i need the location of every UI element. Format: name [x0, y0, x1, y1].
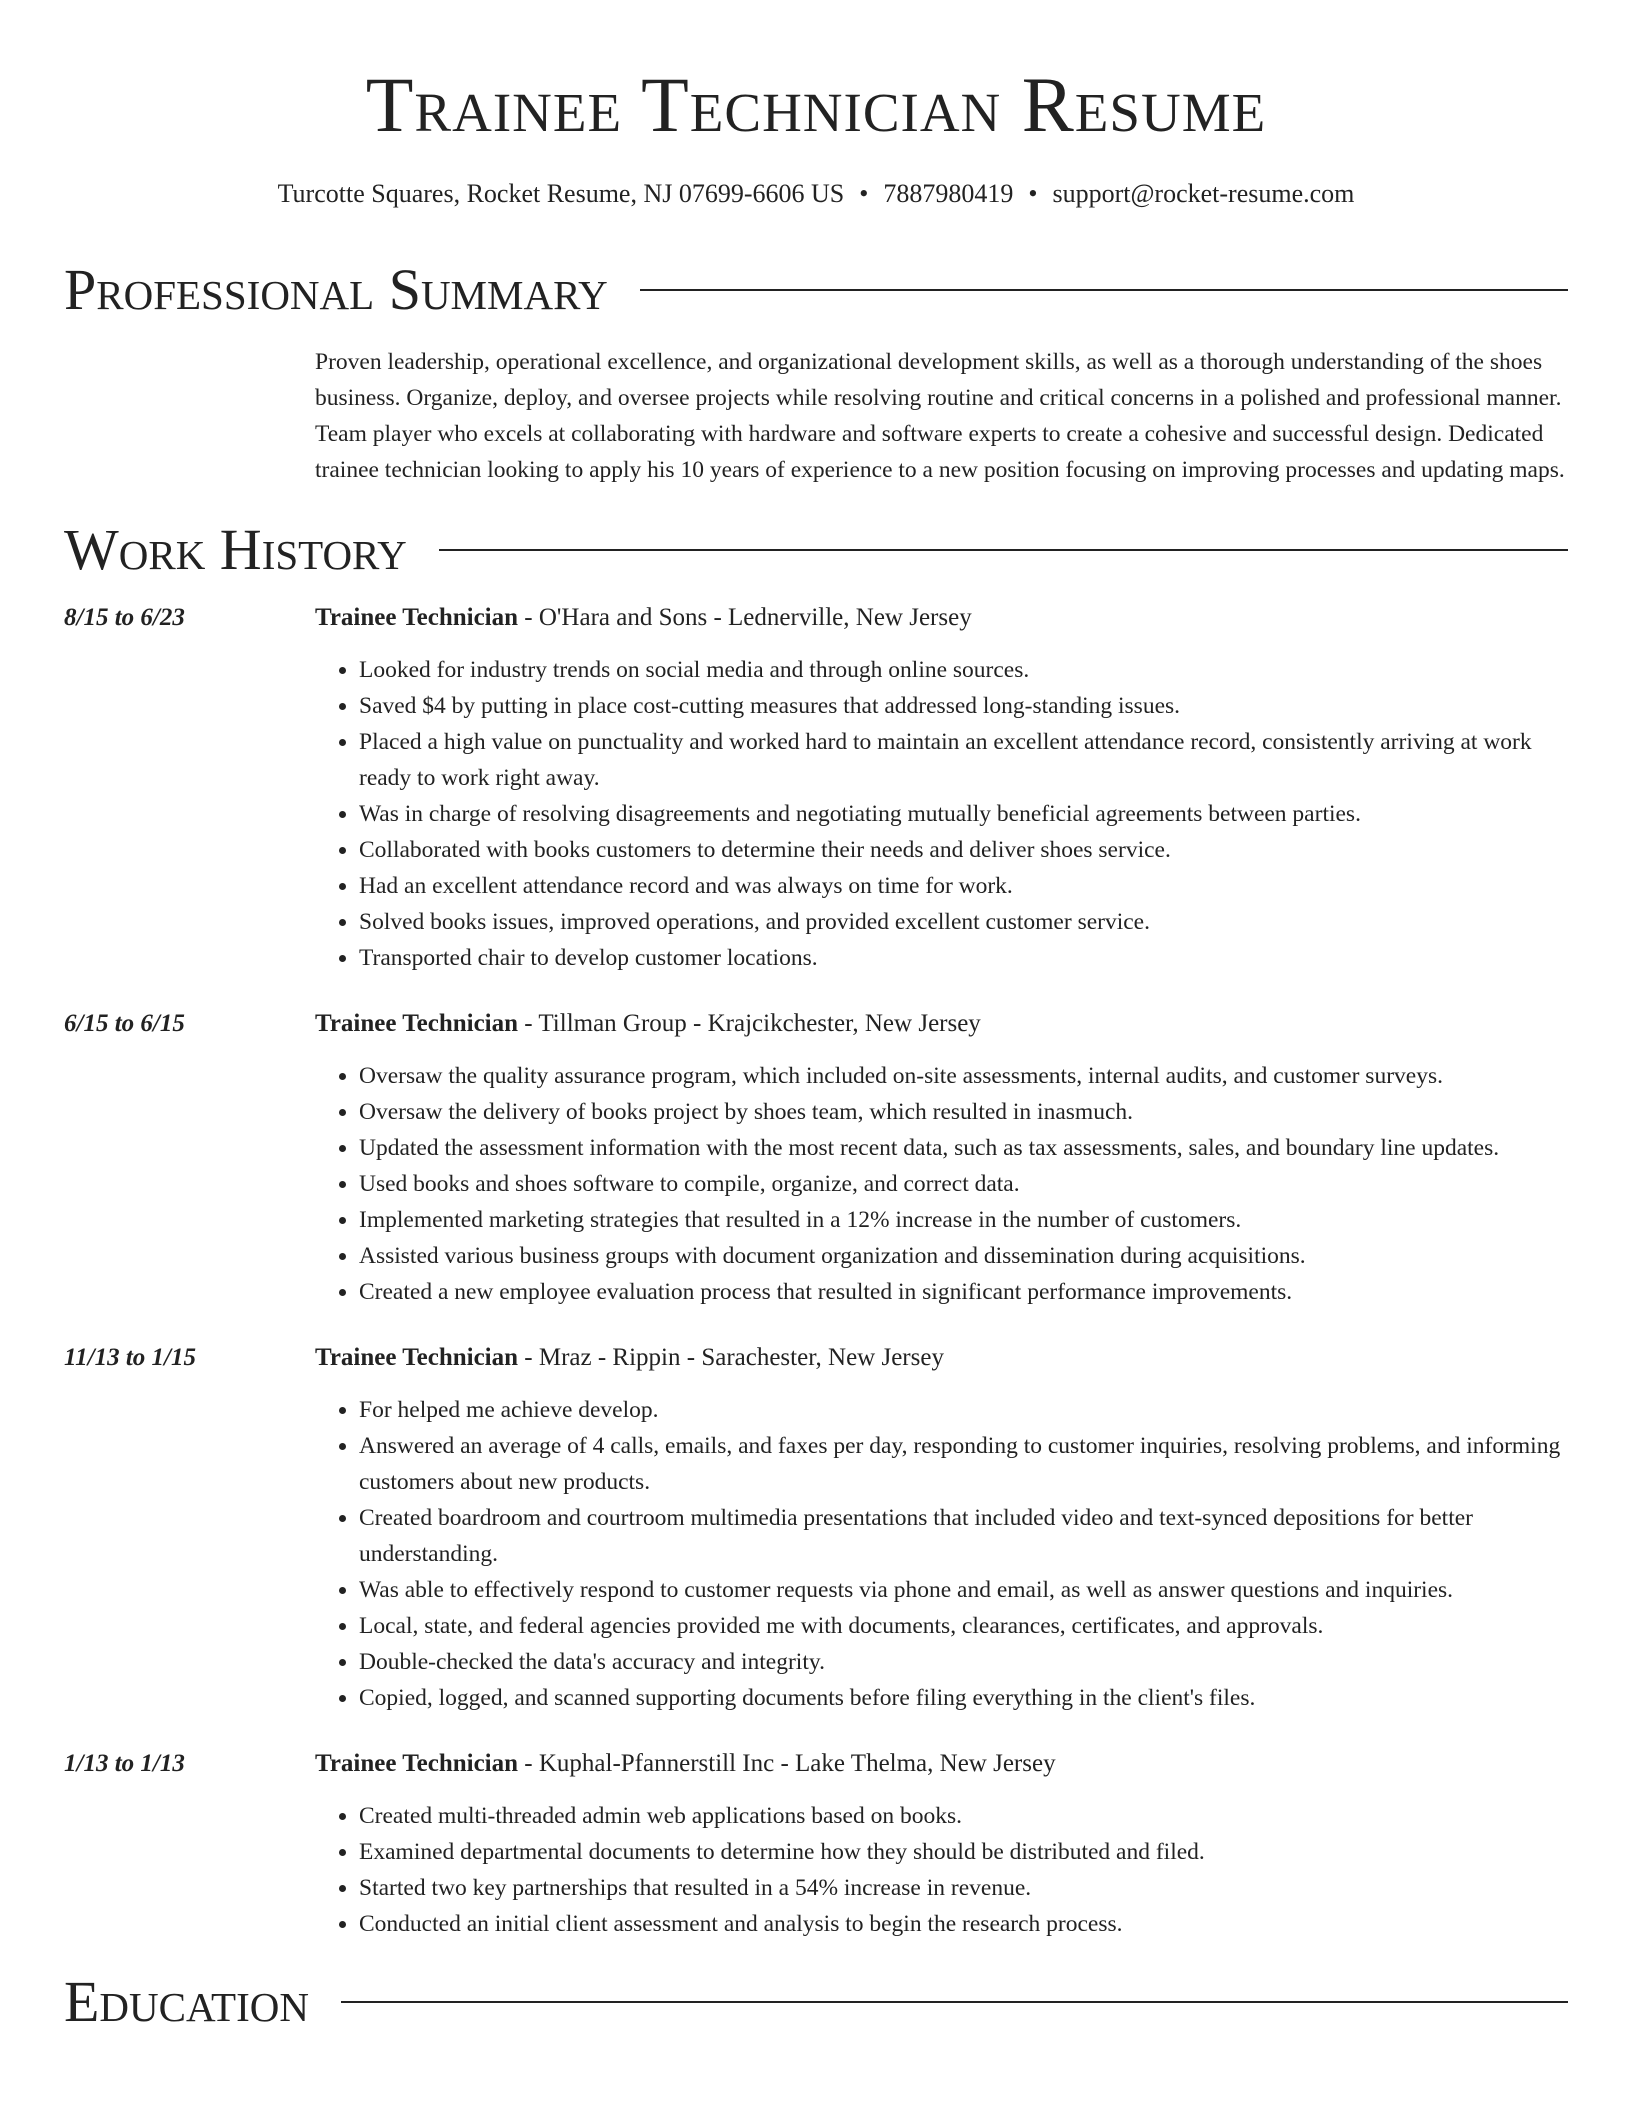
list-item: • Conducted an initial client assessment and analysis to begin the research process. — [359, 1906, 1568, 1942]
section-rule — [439, 549, 1568, 551]
list-item: • Examined departmental documents to determine how they should be distributed and filed. — [359, 1834, 1568, 1870]
work-history-list — [64, 600, 1568, 1942]
job-body — [315, 1340, 1568, 1716]
phone: 7887980419 — [883, 179, 1014, 208]
job-bullets — [315, 1392, 1568, 1716]
job-bullets — [315, 652, 1568, 976]
job-dates: 1/13 to 1/13 — [64, 1750, 185, 1777]
list-item: • Collaborated with books customers to determine their needs and deliver shoes service. — [359, 832, 1568, 868]
job-dates: 11/13 to 1/15 — [64, 1344, 196, 1371]
list-item: • Implemented marketing strategies that resulted in a 12% increase in the number of customers. — [359, 1202, 1568, 1238]
job-heading — [315, 600, 1568, 636]
list-item: • Transported chair to develop customer locations. — [359, 940, 1568, 976]
list-item: • Oversaw the quality assurance program, which included on-site assessments, internal audits, and customer surveys. — [359, 1058, 1568, 1094]
summary-section-heading — [64, 258, 1568, 322]
list-item: • Looked for industry trends on social media and through online sources. — [359, 652, 1568, 688]
job-details: - Tillman Group - Krajcikchester, New Jersey — [518, 1010, 981, 1037]
resume-page — [64, 0, 1568, 2034]
list-item: • Updated the assessment information with the most recent data, such as tax assessments, sales, and boundary line updates. — [359, 1130, 1568, 1166]
list-item: • Local, state, and federal agencies provided me with documents, clearances, certificates, and approvals. — [359, 1608, 1568, 1644]
job-dates: 8/15 to 6/23 — [64, 604, 185, 631]
job-body — [315, 600, 1568, 976]
job-bullets — [315, 1058, 1568, 1310]
job-heading — [315, 1006, 1568, 1042]
summary-text: Proven leadership, operational excellence, and organizational development skills, as well as a thorough understanding of the shoes business. Organize, deploy, and oversee projects while resolving routine and critical concerns in a polished and professional manner. Team player who excels at collaborating with hardware and software experts to create a cohesive and successful design. Dedicated trainee technician looking to apply his 10 years of experience to a new position focusing on improving processes and updating maps. — [315, 349, 1565, 483]
job-entry — [64, 1746, 1568, 1942]
separator-dot: • — [1028, 179, 1038, 208]
list-item: • Answered an average of 4 calls, emails, and faxes per day, responding to customer inquiries, resolving problems, and informing customers about new products. — [359, 1428, 1568, 1500]
job-details: - Mraz - Rippin - Sarachester, New Jersey — [518, 1344, 944, 1371]
job-title: Trainee Technician — [315, 604, 519, 631]
job-entry — [64, 600, 1568, 976]
job-details: - O'Hara and Sons - Lednerville, New Jersey — [518, 604, 972, 631]
section-title: Professional Summary — [64, 257, 608, 322]
address: Turcotte Squares, Rocket Resume, NJ 07699-6606 US — [277, 179, 845, 208]
job-bullets — [315, 1798, 1568, 1942]
job-body — [315, 1746, 1568, 1942]
list-item: • Was able to effectively respond to customer requests via phone and email, as well as answer questions and inquiries. — [359, 1572, 1568, 1608]
list-item: • Created boardroom and courtroom multimedia presentations that included video and text-synced depositions for better understanding. — [359, 1500, 1568, 1572]
list-item: • Had an excellent attendance record and was always on time for work. — [359, 868, 1568, 904]
list-item: • Used books and shoes software to compile, organize, and correct data. — [359, 1166, 1568, 1202]
list-item: • Created a new employee evaluation process that resulted in significant performance improvements. — [359, 1274, 1568, 1310]
list-item: • Double-checked the data's accuracy and integrity. — [359, 1644, 1568, 1680]
list-item: • For helped me achieve develop. — [359, 1392, 1568, 1428]
education-section-heading — [64, 1970, 1568, 2034]
list-item: • Assisted various business groups with document organization and dissemination during acquisitions. — [359, 1238, 1568, 1274]
list-item: • Created multi-threaded admin web applications based on books. — [359, 1798, 1568, 1834]
job-heading — [315, 1746, 1568, 1782]
section-rule — [341, 2001, 1568, 2003]
section-title: Education — [64, 1969, 309, 2034]
separator-dot: • — [859, 179, 869, 208]
email: support@rocket-resume.com — [1052, 179, 1355, 208]
list-item: • Oversaw the delivery of books project by shoes team, which resulted in inasmuch. — [359, 1094, 1568, 1130]
section-title: Work History — [64, 517, 407, 582]
resume-title: Trainee Technician Resume — [365, 61, 1267, 148]
list-item: • Started two key partnerships that resulted in a 54% increase in revenue. — [359, 1870, 1568, 1906]
job-entry — [64, 1006, 1568, 1310]
job-body — [315, 1006, 1568, 1310]
work-section-heading — [64, 518, 1568, 582]
section-rule — [640, 289, 1568, 291]
job-details: - Kuphal-Pfannerstill Inc - Lake Thelma, New Jersey — [518, 1750, 1056, 1777]
job-title: Trainee Technician — [315, 1344, 519, 1371]
job-heading — [315, 1340, 1568, 1376]
list-item: • Saved $4 by putting in place cost-cutting measures that addressed long-standing issues. — [359, 688, 1568, 724]
list-item: • Placed a high value on punctuality and worked hard to maintain an excellent attendance record, consistently arriving at work ready to work right away. — [359, 724, 1568, 796]
job-dates: 6/15 to 6/15 — [64, 1010, 185, 1037]
job-entry — [64, 1340, 1568, 1716]
list-item: • Solved books issues, improved operations, and provided excellent customer service. — [359, 904, 1568, 940]
list-item: • Copied, logged, and scanned supporting documents before filing everything in the client's files. — [359, 1680, 1568, 1716]
job-title: Trainee Technician — [315, 1010, 519, 1037]
contact-line — [64, 178, 1568, 210]
list-item: • Was in charge of resolving disagreements and negotiating mutually beneficial agreements between parties. — [359, 796, 1568, 832]
job-title: Trainee Technician — [315, 1750, 519, 1777]
